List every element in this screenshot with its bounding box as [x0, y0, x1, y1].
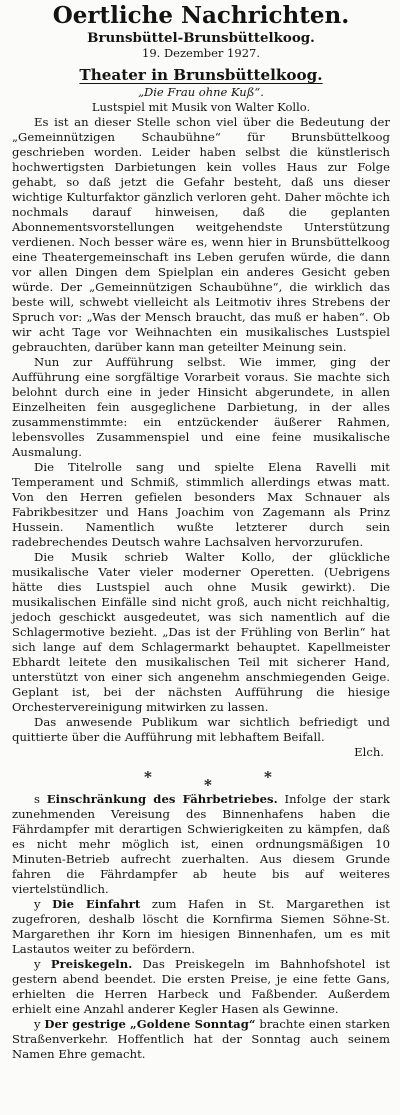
notice-mark: y	[34, 1017, 41, 1031]
play-subtitle: Lustspiel mit Musik von Walter Kollo.	[91, 100, 311, 114]
review-paragraph: Nun zur Aufführung selbst. Wie immer, ging der Aufführung eine sorgfältige Vorarbeit voraus. Sie machte sich belohnt durch eine in jeder Hinsicht abgerundete, in allen Einzelheiten fein ausgeglichene Darbietung, in der alles zusammenstimmte: ein entzückender äußerer Rahmen, lebensvolles Zusammenspiel und eine feine musikalische Ausmalung.	[12, 355, 390, 459]
notice-bowling	[12, 957, 390, 1017]
review-paragraph: Es ist an dieser Stelle schon viel über die Bedeutung der „Gemeinnützigen Schaubühne“ für Brunsbüttelkoog geschrieben worden. Leider haben selbst die künstlerisch hochwertigsten Darbietungen kein volles Haus zur Folge gehabt, so daß jetzt die Gefahr besteht, daß uns dieser wichtige Kulturfaktor gänzlich verloren geht. Daher möchte ich nochmals darauf hinweisen, daß die geplanten Abonnementsvorstellungen weitgehendste Unterstützung verdienen. Noch besser wäre es, wenn hier in Brunsbüttelkoog eine Theatergemeinschaft ins Leben gerufen würde, die dann vor allen Dingen dem Spielplan ein anderes Gesicht geben würde. Der „Gemeinnützigen Schaubühne“, die wirklich das beste will, schwebt vielleicht als Leitmotiv ihres Strebens der Spruch vor: „Was der Mensch braucht, das muß er haben“. Ob wir acht Tage vor Weihnachten ein musikalisches Lustspiel gebrauchten, darüber kann man geteilter Meinung sein.	[12, 115, 390, 354]
section-separator	[12, 760, 390, 792]
review-headline: Theater in Brunsbüttelkoog.	[79, 66, 323, 84]
notice-text: zum Hafen in St. Margarethen ist zugefroren, deshalb löscht die Kornfirma Siemen Söhne-St. Margarethen ihr Korn im hiesigen Binnenhafen, um es mit Lastautos weiter zu befördern.	[12, 897, 390, 956]
masthead: Oertliche Nachrichten.	[52, 2, 350, 29]
review-signature: Elch.	[354, 745, 384, 759]
notice-text: Infolge der stark zunehmenden Vereisung des Binnenhafens haben die Fährdampfer mit derartigen Schwierigkeiten zu kämpfen, daß es nicht mehr möglich ist, einen ordnungsmäßigen 10 Minuten-Betrieb aufrecht zuerhalten. Aus diesem Grunde fahren die Fährdampfer ab heute bis auf weiteres viertelstündlich.	[12, 792, 390, 896]
separator-star: *	[204, 776, 212, 794]
notice-title: Die Einfahrt	[52, 897, 141, 911]
play-title: „Die Frau ohne Kuß“.	[138, 85, 264, 99]
region-heading: Brunsbüttel-Brunsbüttelkoog.	[87, 30, 315, 46]
notice-ferry	[12, 792, 390, 897]
separator-star: *	[144, 768, 152, 786]
local-notices	[12, 792, 390, 1062]
theater-review	[12, 65, 390, 760]
review-paragraph: Die Titelrolle sang und spielte Elena Ravelli mit Temperament und Schmiß, stimmlich allerdings etwas matt. Von den Herren gefielen besonders Max Schnauer als Fabrikbesitzer und Hans Joachim von Zagemann als Prinz Hussein. Namentlich wußte letzterer durch sein radebrechendes Deutsch wahre Lachsalven hervorzurufen.	[12, 460, 390, 549]
notice-mark: y	[34, 957, 41, 971]
notice-golden-sunday	[12, 1017, 390, 1062]
separator-star: *	[264, 768, 272, 786]
notice-text: Das Preiskegeln im Bahnhofshotel ist gestern abend beendet. Die ersten Preise, je eine fette Gans, erhielten die Herren Harbeck und Faßbender. Außerdem erhielt eine Anzahl anderer Kegler Hasen als Gewinne.	[12, 957, 390, 1016]
notice-title: Der gestrige „Goldene Sonntag“	[44, 1017, 256, 1031]
review-paragraph: Die Musik schrieb Walter Kollo, der glückliche musikalische Vater vieler moderner Operetten. (Uebrigens hätte dies Lustspiel auch ohne Musik gewirkt). Die musikalischen Einfälle sind nicht groß, auch nicht reichhaltig, jedoch geschickt ausgedeutet, was sich namentlich auf die Schlagermotive bezieht. „Das ist der Frühling von Berlin“ hat sich lange auf dem Schlagermarkt behauptet. Kapellmeister Ebhardt leitete den musikalischen Teil mit sicherer Hand, unterstützt von einer sich angenehm anschmiegenden Geige. Geplant ist, bei der nächsten Aufführung die hiesige Orchestervereinigung mitwirken zu lassen.	[12, 550, 390, 714]
notice-title: Einschränkung des Fährbetriebes.	[46, 792, 278, 806]
notice-harbor	[12, 897, 390, 957]
notice-title: Preiskegeln.	[50, 957, 133, 971]
review-paragraph: Das anwesende Publikum war sichtlich befriedigt und quittierte über die Aufführung mit lebhaftem Beifall.	[12, 715, 390, 744]
notice-mark: y	[34, 897, 41, 911]
dateline: 19. Dezember 1927.	[142, 46, 260, 60]
notice-mark: s	[34, 792, 40, 806]
notice-text: brachte einen starken Straßenverkehr. Hoffentlich hat der Sonntag auch seinem Namen Ehre gemacht.	[12, 1017, 390, 1061]
